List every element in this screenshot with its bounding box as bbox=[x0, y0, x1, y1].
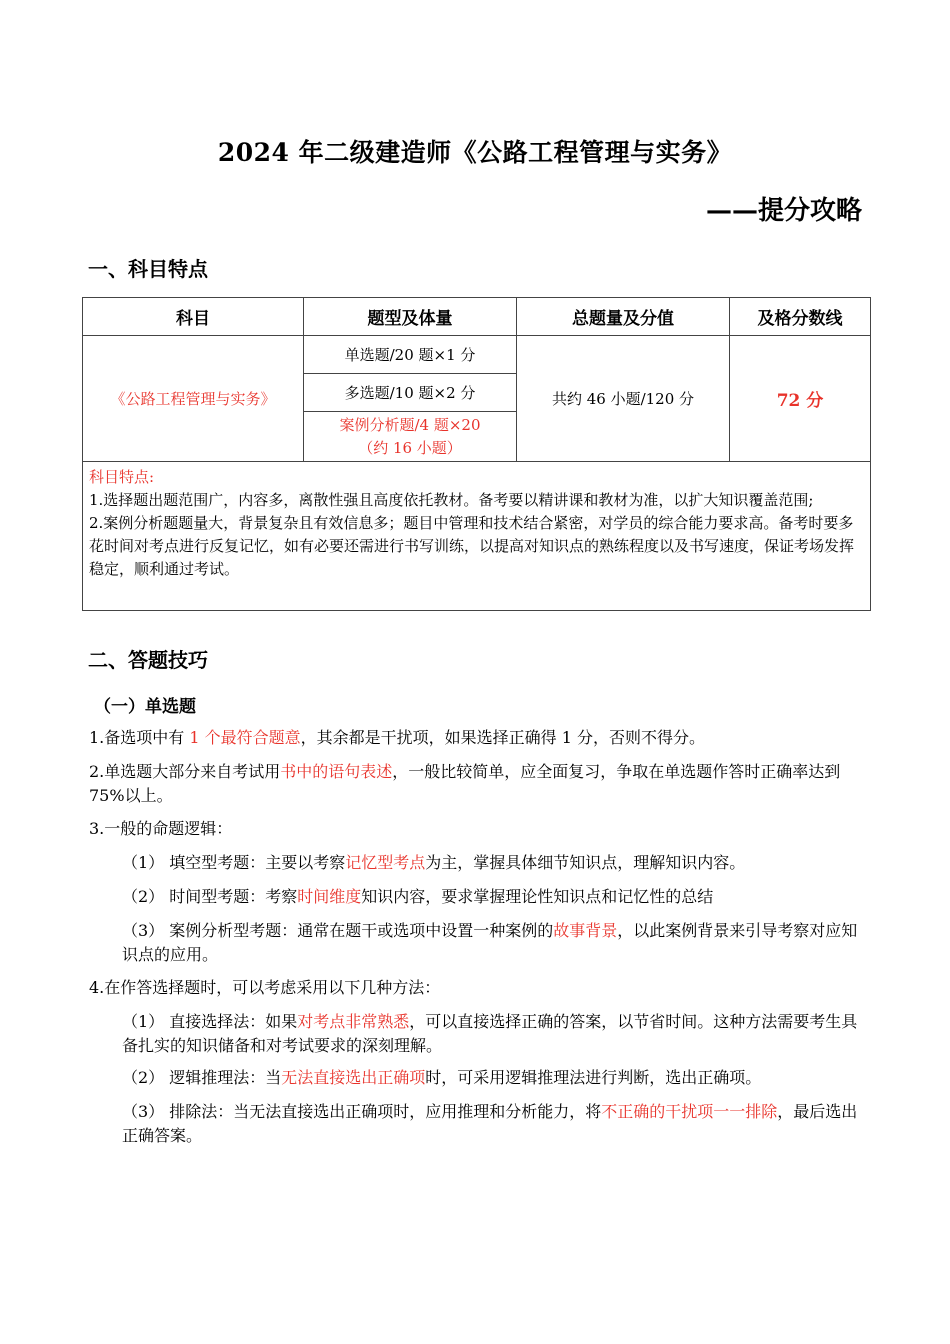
table-header-subject: 科目 bbox=[83, 298, 304, 336]
p4-2-text-a: （2） 逻辑推理法：当 bbox=[122, 1068, 282, 1087]
p2-text-c: ，一般比较简单，应全面复习，争取在单选题作答时正确率达到 75%以上。 bbox=[89, 762, 841, 805]
p3-2-text-a: （2） 时间型考题：考察 bbox=[122, 887, 298, 906]
table-header-types: 题型及体量 bbox=[304, 298, 517, 336]
table-type-case bbox=[304, 412, 517, 462]
p3-1-text-c: 为主，掌握具体细节知识点，理解知识内容。 bbox=[425, 853, 746, 872]
p4-1-highlight: 对考点非常熟悉 bbox=[297, 1012, 410, 1031]
p3-2-highlight: 时间维度 bbox=[297, 887, 362, 906]
section2-heading: 二、答题技巧 bbox=[88, 648, 208, 672]
p3-1-highlight: 记忆型考点 bbox=[345, 853, 426, 872]
p4-3-highlight: 不正确的干扰项一一排除 bbox=[601, 1102, 778, 1121]
p3-3-highlight: 故事背景 bbox=[553, 921, 618, 940]
p3-3-text-c: ，以此案例背景来引导考察对应知识点的应用。 bbox=[122, 921, 858, 964]
p1-text-c: ，其余都是干扰项，如果选择正确得 1 分，否则不得分。 bbox=[300, 728, 705, 747]
paragraph-4-1 bbox=[122, 1010, 862, 1058]
doc-subtitle: ——提分攻略 bbox=[705, 196, 862, 226]
p4-2-text-c: 时，可采用逻辑推理法进行判断，选出正确项。 bbox=[425, 1068, 762, 1087]
p4-3-text-c: ，最后选出正确答案。 bbox=[122, 1102, 858, 1145]
paragraph-4-3 bbox=[122, 1100, 862, 1148]
table-notes-cell bbox=[83, 462, 871, 611]
subsection-single-choice: （一）单选题 bbox=[94, 697, 196, 717]
subject-table bbox=[82, 297, 871, 611]
paragraph-3-1 bbox=[122, 851, 862, 875]
notes-item-2: 2.案例分析题题量大，背景复杂且有效信息多；题目中管理和技术结合紧密，对学员的综合能力要求高。备考时要多花时间对考点进行反复记忆，如有必要还需进行书写训练，以提高对知识点的熟练程度以及书写速度，保证考场发挥稳定，顺利通过考试。 bbox=[89, 514, 855, 578]
paragraph-3-3 bbox=[122, 919, 862, 967]
p4-1-text-c: ，可以直接选择正确的答案，以节省时间。这种方法需要考生具备扎实的知识储备和对考试要求的深刻理解。 bbox=[122, 1012, 858, 1055]
notes-item-1: 1.选择题出题范围广，内容多，离散性强且高度依托教材。备考要以精讲课和教材为准，以扩大知识覆盖范围; bbox=[89, 491, 814, 509]
table-type-multi: 多选题/10 题×2 分 bbox=[304, 374, 517, 412]
p1-text-a: 1.备选项中有 bbox=[89, 728, 190, 747]
paragraph-4: 4.在作答选择题时，可以考虑采用以下几种方法： bbox=[89, 978, 441, 997]
p2-highlight: 书中的语句表述 bbox=[280, 762, 393, 781]
section1-heading: 一、科目特点 bbox=[88, 257, 208, 281]
p3-2-text-c: 知识内容，要求掌握理论性知识点和记忆性的总结 bbox=[361, 887, 714, 906]
paragraph-2 bbox=[89, 760, 864, 808]
paragraph-4-2 bbox=[122, 1066, 862, 1090]
paragraph-3-2 bbox=[122, 885, 862, 909]
p3-1-text-a: （1） 填空型考题：主要以考察 bbox=[122, 853, 346, 872]
paragraph-3: 3.一般的命题逻辑： bbox=[89, 819, 233, 838]
table-type-case-line1: 案例分析题/4 题×20 bbox=[339, 415, 481, 434]
table-subject-cell: 《公路工程管理与实务》 bbox=[83, 336, 304, 462]
p1-highlight: 1 个最符合题意 bbox=[189, 728, 301, 747]
p3-3-text-a: （3） 案例分析型考题：通常在题干或选项中设置一种案例的 bbox=[122, 921, 554, 940]
table-header-pass: 及格分数线 bbox=[730, 298, 871, 336]
paragraph-1 bbox=[89, 726, 864, 750]
p4-3-text-a: （3） 排除法：当无法直接选出正确项时，应用推理和分析能力，将 bbox=[122, 1102, 602, 1121]
p4-1-text-a: （1） 直接选择法：如果 bbox=[122, 1012, 298, 1031]
p4-2-highlight: 无法直接选出正确项 bbox=[281, 1068, 426, 1087]
doc-title: 2024 年二级建造师《公路工程管理与实务》 bbox=[217, 138, 733, 167]
table-type-single: 单选题/20 题×1 分 bbox=[304, 336, 517, 374]
p2-text-a: 2.单选题大部分来自考试用 bbox=[89, 762, 281, 781]
table-total-cell: 共约 46 小题/120 分 bbox=[517, 336, 730, 462]
table-header-total: 总题量及分值 bbox=[517, 298, 730, 336]
table-pass-cell: 72 分 bbox=[730, 336, 871, 462]
notes-title: 科目特点: bbox=[89, 468, 155, 486]
table-type-case-line2: （约 16 小题） bbox=[358, 438, 462, 457]
